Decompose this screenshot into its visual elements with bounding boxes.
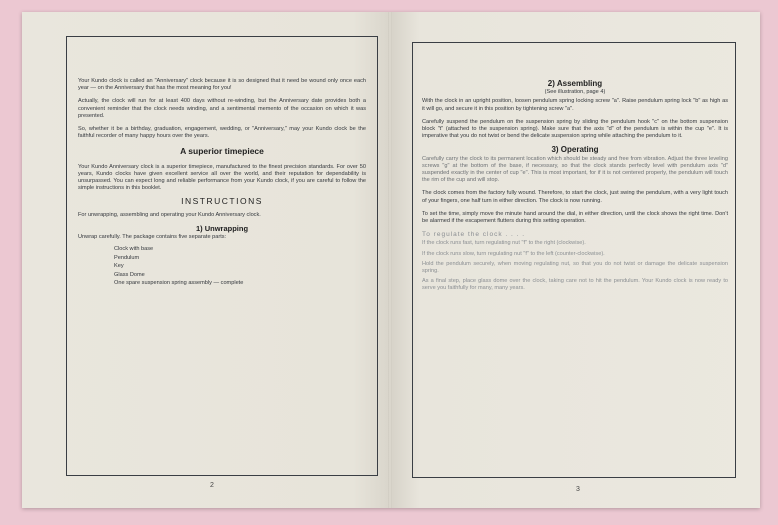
- intro-paragraph-3: So, whether it be a birthday, graduation, engagement, wedding, or "Anniversary," may your Kundo clock be the faithful recorder of many happy hours over the years.: [78, 126, 366, 140]
- heading-unwrapping: 1) Unwrapping: [195, 223, 249, 233]
- instructions-paragraph: For unwrapping, assembling and operating your Kundo Anniversary clock.: [78, 211, 261, 218]
- timepiece-paragraph: Your Kundo Anniversary clock is a superior timepiece, manufactured to the finest precision standards. For over 50 years, Kundo clocks have given excellent service all over the world, and their reputation for dependability is unsurpassed. You can expect long and reliable performance from your Kundo clock, if you are careful to follow the simple instructions in this booklet.: [78, 163, 366, 192]
- operating-paragraph-1: Carefully carry the clock to its permanent location which should be steady and free from vibration. Adjust the three leveling screws "g" at the bottom of the base, if necessary, so that the clock stands perfectly level with pendulum axis "d" suspended exactly in the center of cup "e". This is most important, for if it is not centered properly, the pendulum will touch the rim of the cup and will stop.: [422, 155, 728, 184]
- parts-list-item: Clock with base: [114, 246, 154, 253]
- intro-paragraph-2: Actually, the clock will run for at least 400 days without re-winding, but the Anniversary date provides both a convenient reminder that the clock needs winding, and a sentimental memento of the occasion on which it was presented.: [78, 98, 366, 119]
- left-page-content: [78, 78, 366, 288]
- parts-list-item: One spare suspension spring assembly — complete: [114, 280, 244, 287]
- regulate-paragraph-2: If the clock runs slow, turn regulating nut "f" to the left (counter-clockwise).: [422, 250, 605, 257]
- left-page: [22, 12, 390, 508]
- booklet-spine: [388, 12, 392, 508]
- operating-paragraph-3: To set the time, simply move the minute hand around the dial, in either direction, until the clock shows the right time. Don't be alarmed if the escapement flutters during this setting operation.: [422, 210, 728, 225]
- heading-superior-timepiece: A superior timepiece: [180, 146, 264, 157]
- assembling-subheading: (See illustration, page 4): [544, 89, 606, 96]
- operating-paragraph-2: The clock comes from the factory fully wound. Therefore, to start the clock, just swing the pendulum, with a very light touch of your fingers, one half turn in either direction. The clock is now running.: [422, 190, 728, 204]
- right-page: [390, 12, 760, 508]
- right-page-content: [422, 80, 728, 299]
- intro-paragraph-1: Your Kundo clock is called an "Anniversary" clock because it is so designed that it need be wound only once each year — on the Anniversary that has the most meaning for you!: [78, 78, 366, 92]
- unwrap-paragraph: Unwrap carefully. The package contains five separate parts:: [78, 234, 227, 241]
- parts-list-item: Key: [114, 263, 124, 270]
- booklet: [22, 12, 760, 508]
- left-page-number: 2: [210, 482, 214, 489]
- regulate-paragraph-4: As a final step, place glass dome over the clock, taking care not to hit the pendulum. Your Kundo clock is now ready to serve you faithfully for many, many years.: [422, 278, 728, 292]
- parts-list: [114, 245, 366, 288]
- assembling-paragraph-2: Carefully suspend the pendulum on the suspension spring by sliding the pendulum hook "c" on the bottom suspension block "t" (attached to the suspension spring). Make sure that the axis "d" of the pendulum is within the cup "e". It is imperative that you do not twist or bend the delicate suspension spring while attaching the pendulum to it.: [422, 118, 728, 140]
- parts-list-item: Glass Dome: [114, 271, 145, 278]
- assembling-paragraph-1: With the clock in an upright position, loosen pendulum spring locking screw "a". Raise pendulum spring lock "b" as high as it will go, and secure it in this position by tightening screw "a".: [422, 98, 728, 112]
- heading-instructions: INSTRUCTIONS: [181, 196, 263, 207]
- heading-assembling: 2) Assembling: [547, 79, 603, 88]
- regulate-heading: To regulate the clock . . . .: [422, 231, 526, 239]
- parts-list-item: Pendulum: [114, 254, 140, 261]
- heading-operating: 3) Operating: [551, 145, 599, 155]
- right-page-number: 3: [576, 486, 580, 493]
- regulate-paragraph-1: If the clock runs fast, turn regulating nut "f" to the right (clockwise).: [422, 240, 586, 247]
- regulate-paragraph-3: Hold the pendulum securely, when moving regulating nut, so that you do not twist or damage the delicate suspension spring.: [422, 260, 728, 275]
